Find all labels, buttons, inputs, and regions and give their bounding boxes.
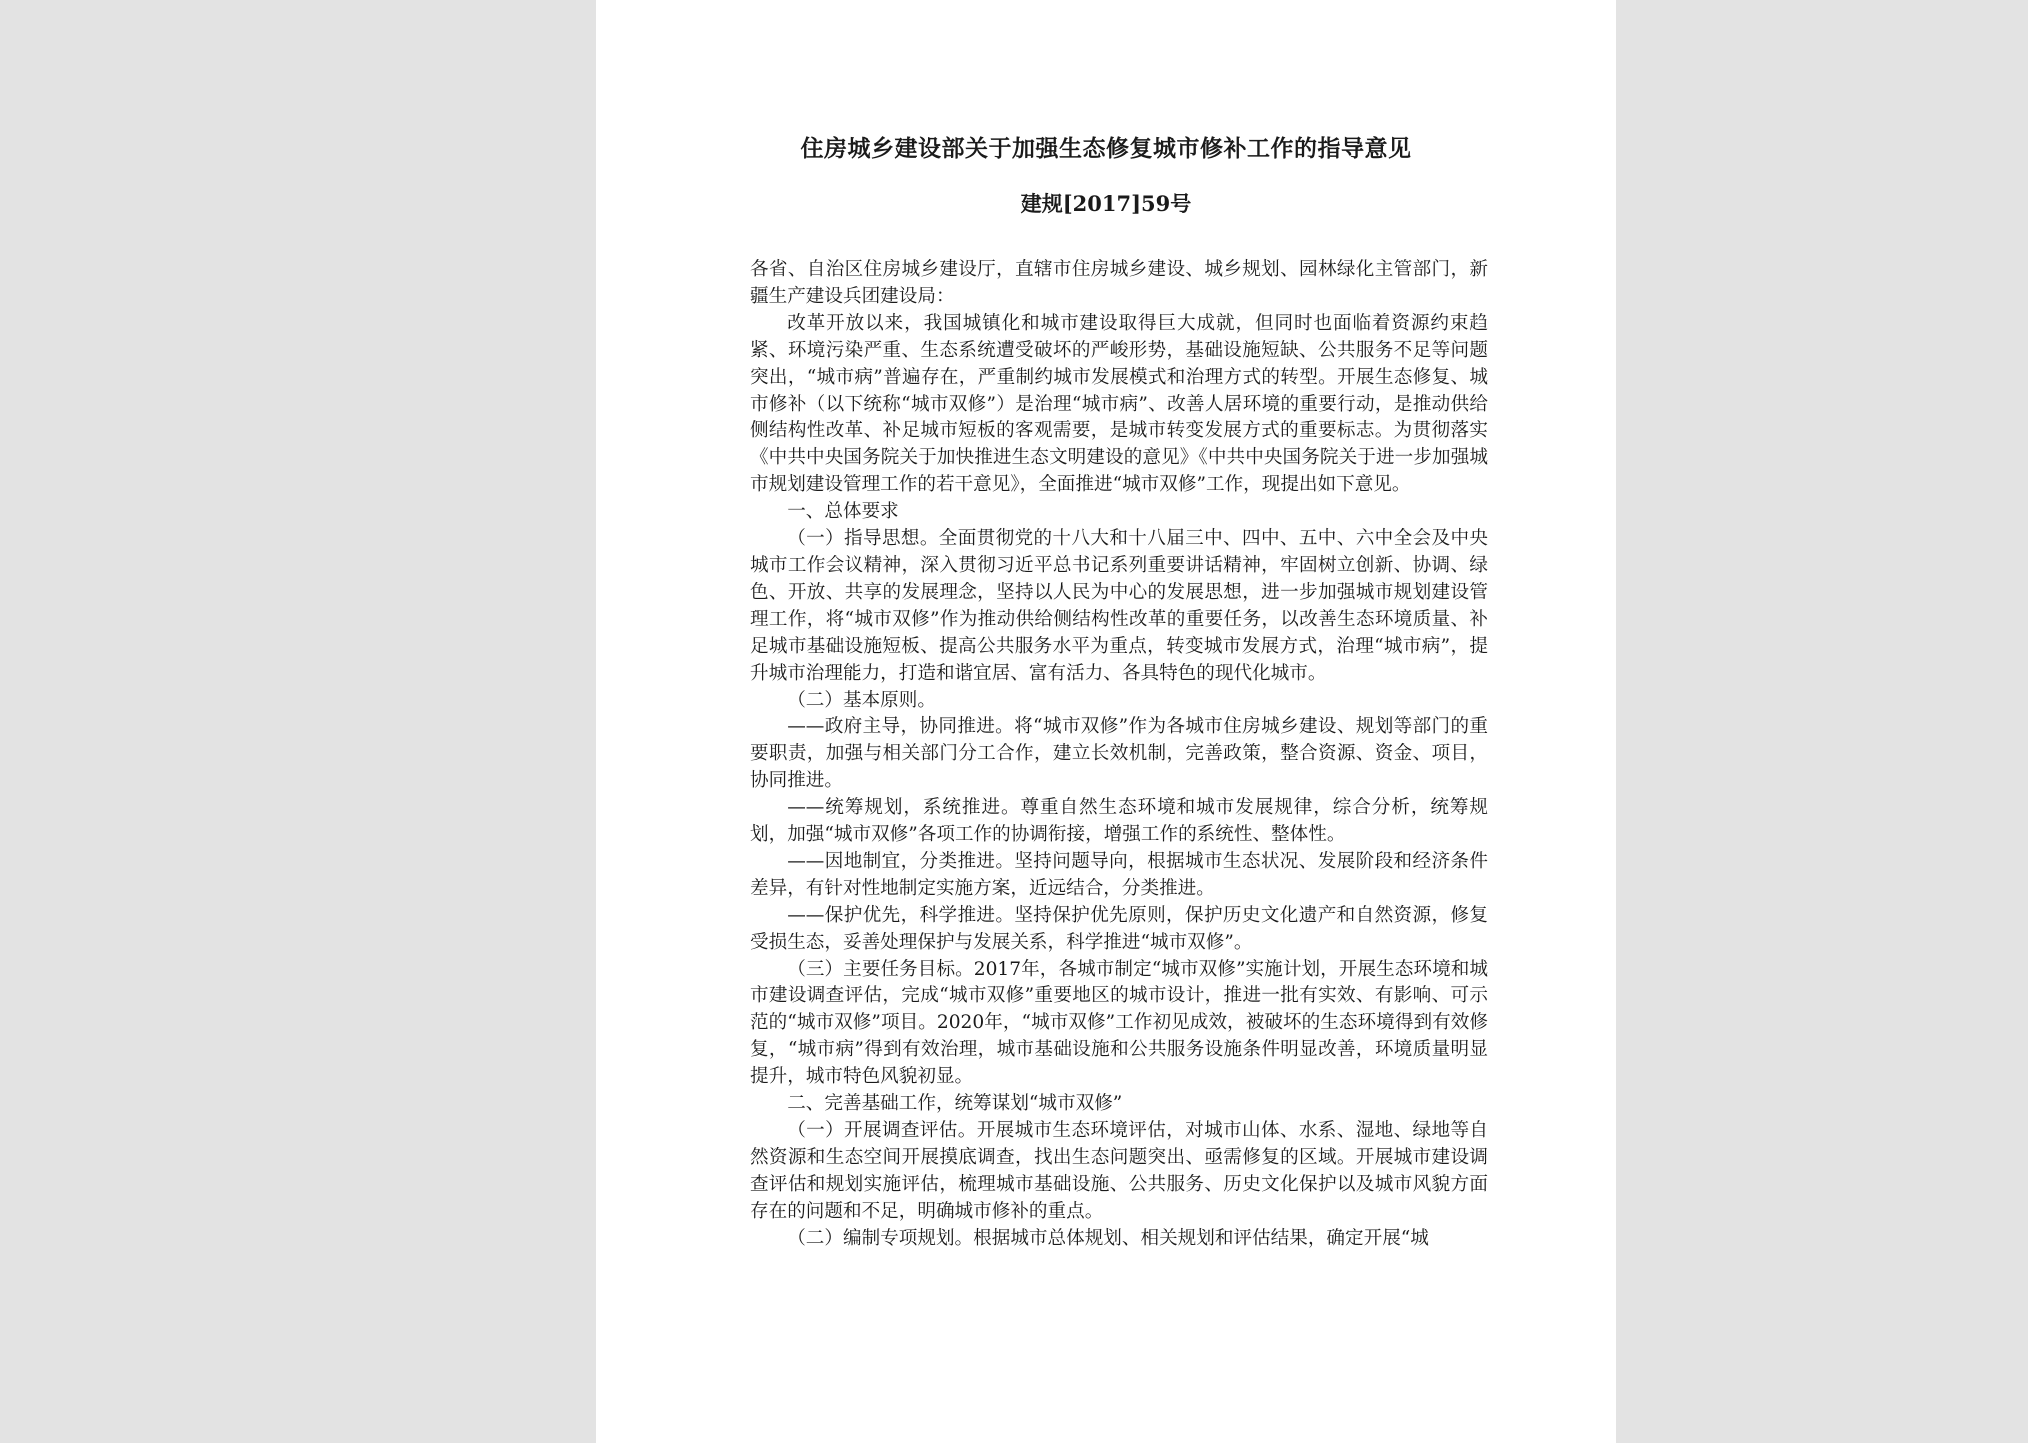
body-paragraph: （一）指导思想。全面贯彻党的十八大和十八届三中、四中、五中、六中全会及中央城市工作会议精神，深入贯彻习近平总书记系列重要讲话精神，牢固树立创新、协调、绿色、开放、共享的发展理念，坚持以人民为中心的发展思想，进一步加强城市规划建设管理工作，将“城市双修”作为推动供给侧结构性改革的重要任务，以改善生态环境质量、补足城市基础设施短板、提高公共服务水平为重点，转变城市发展方式，治理“城市病”，提升城市治理能力，打造和谐宜居、富有活力、各具特色的现代化城市。 bbox=[750, 528, 1488, 684]
body-paragraph: 改革开放以来，我国城镇化和城市建设取得巨大成就，但同时也面临着资源约束趋紧、环境污染严重、生态系统遭受破坏的严峻形势，基础设施短缺、公共服务不足等问题突出，“城市病”普遍存在，严重制约城市发展模式和治理方式的转型。开展生态修复、城市修补（以下统称“城市双修”）是治理“城市病”、改善人居环境的重要行动，是推动供给侧结构性改革、补足城市短板的客观需要，是城市转变发展方式的重要标志。为贯彻落实《中共中央国务院关于加快推进生态文明建设的意见》《中共中央国务院关于进一步加强城市规划建设管理工作的若干意见》，全面推进“城市双修”工作，现提出如下意见。 bbox=[750, 312, 1488, 496]
body-paragraph: （三）主要任务目标。2017年，各城市制定“城市双修”实施计划，开展生态环境和城市建设调查评估，完成“城市双修”重要地区的城市设计，推进一批有实效、有影响、可示范的“城市双修”项目。2020年，“城市双修”工作初见成效，被破坏的生态环境得到有效修复，“城市病”得到有效治理，城市基础设施和公共服务设施条件明显改善，环境质量明显提升，城市特色风貌初显。 bbox=[750, 958, 1488, 1088]
section-heading: 二、完善基础工作，统筹谋划“城市双修” bbox=[787, 1093, 1123, 1115]
principle-paragraph: ——政府主导，协同推进。将“城市双修”作为各城市住房城乡建设、规划等部门的重要职责，加强与相关部门分工合作，建立长效机制，完善政策，整合资源、资金、项目，协同推进。 bbox=[750, 716, 1488, 792]
document-body bbox=[750, 257, 1488, 1253]
body-paragraph: （二）编制专项规划。根据城市总体规划、相关规划和评估结果，确定开展“城 bbox=[787, 1227, 1429, 1249]
subsection-heading: （二）基本原则。 bbox=[787, 689, 936, 711]
principle-paragraph: ——因地制宜，分类推进。坚持问题导向，根据城市生态状况、发展阶段和经济条件差异，有针对性地制定实施方案，近远结合，分类推进。 bbox=[750, 850, 1488, 899]
document-title: 住房城乡建设部关于加强生态修复城市修补工作的指导意见 bbox=[800, 135, 1412, 162]
principle-paragraph: ——保护优先，科学推进。坚持保护优先原则，保护历史文化遗产和自然资源，修复受损生态，妥善处理保护与发展关系，科学推进“城市双修”。 bbox=[750, 904, 1488, 953]
document-number: 建规[2017]59号 bbox=[1020, 191, 1192, 216]
principle-paragraph: ——统筹规划，系统推进。尊重自然生态环境和城市发展规律，综合分析，统筹规划，加强“城市双修”各项工作的协调衔接，增强工作的系统性、整体性。 bbox=[750, 797, 1488, 846]
salutation-paragraph: 各省、自治区住房城乡建设厅，直辖市住房城乡建设、城乡规划、园林绿化主管部门，新疆生产建设兵团建设局： bbox=[750, 259, 1488, 307]
document-page bbox=[596, 0, 1616, 1443]
section-heading: 一、总体要求 bbox=[787, 501, 899, 523]
body-paragraph: （一）开展调查评估。开展城市生态环境评估，对城市山体、水系、湿地、绿地等自然资源和生态空间开展摸底调查，找出生态问题突出、亟需修复的区域。开展城市建设调查评估和规划实施评估，梳理城市基础设施、公共服务、历史文化保护以及城市风貌方面存在的问题和不足，明确城市修补的重点。 bbox=[750, 1120, 1488, 1222]
